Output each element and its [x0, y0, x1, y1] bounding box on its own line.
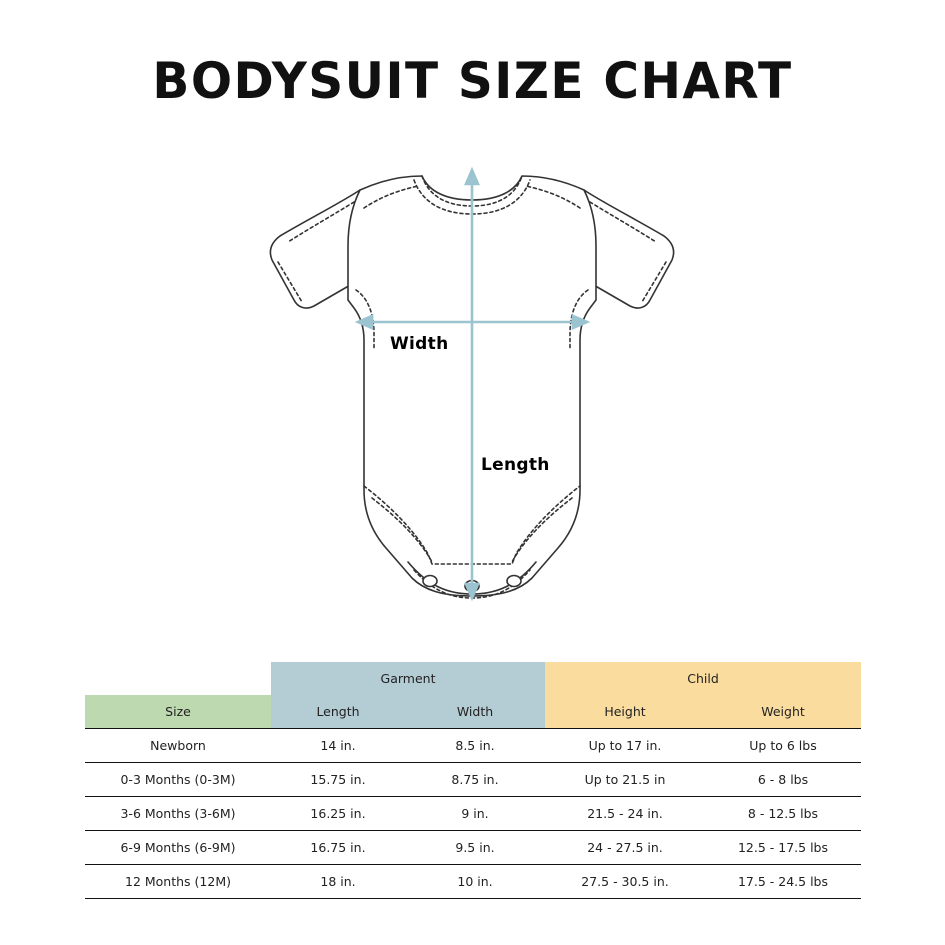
cell-width: 9 in. — [405, 797, 545, 831]
cell-weight: Up to 6 lbs — [705, 729, 861, 763]
size-table — [85, 662, 861, 899]
cell-size: 6-9 Months (6-9M) — [85, 831, 271, 865]
table-row — [85, 865, 861, 899]
table-column-header-row — [85, 695, 861, 729]
cell-length: 15.75 in. — [271, 763, 405, 797]
cell-size: 0-3 Months (0-3M) — [85, 763, 271, 797]
cell-length: 16.75 in. — [271, 831, 405, 865]
table-row — [85, 797, 861, 831]
column-header-height: Height — [545, 695, 705, 729]
table-group-header-row — [85, 662, 861, 695]
size-table-wrapper — [85, 662, 861, 899]
group-header-child: Child — [545, 662, 861, 695]
table-row — [85, 831, 861, 865]
cell-height: Up to 21.5 in — [545, 763, 705, 797]
table-row — [85, 729, 861, 763]
cell-size: 3-6 Months (3-6M) — [85, 797, 271, 831]
cell-weight: 8 - 12.5 lbs — [705, 797, 861, 831]
cell-width: 9.5 in. — [405, 831, 545, 865]
column-header-size: Size — [85, 695, 271, 729]
bodysuit-illustration — [232, 150, 712, 620]
cell-width: 8.75 in. — [405, 763, 545, 797]
column-header-width: Width — [405, 695, 545, 729]
table-body — [85, 729, 861, 899]
cell-size: Newborn — [85, 729, 271, 763]
cell-length: 16.25 in. — [271, 797, 405, 831]
page-title: BODYSUIT SIZE CHART — [152, 52, 793, 110]
cell-length: 18 in. — [271, 865, 405, 899]
cell-weight: 12.5 - 17.5 lbs — [705, 831, 861, 865]
cell-width: 8.5 in. — [405, 729, 545, 763]
group-header-blank — [85, 662, 271, 695]
cell-weight: 6 - 8 lbs — [705, 763, 861, 797]
table-row — [85, 763, 861, 797]
cell-height: 24 - 27.5 in. — [545, 831, 705, 865]
cell-height: 21.5 - 24 in. — [545, 797, 705, 831]
bodysuit-diagram-svg — [232, 150, 712, 620]
table-header — [85, 662, 861, 729]
width-label: Width — [384, 332, 454, 356]
cell-height: 27.5 - 30.5 in. — [545, 865, 705, 899]
column-header-weight: Weight — [705, 695, 861, 729]
cell-height: Up to 17 in. — [545, 729, 705, 763]
cell-length: 14 in. — [271, 729, 405, 763]
cell-size: 12 Months (12M) — [85, 865, 271, 899]
column-header-length: Length — [271, 695, 405, 729]
cell-weight: 17.5 - 24.5 lbs — [705, 865, 861, 899]
length-label: Length — [475, 453, 556, 477]
group-header-garment: Garment — [271, 662, 545, 695]
cell-width: 10 in. — [405, 865, 545, 899]
